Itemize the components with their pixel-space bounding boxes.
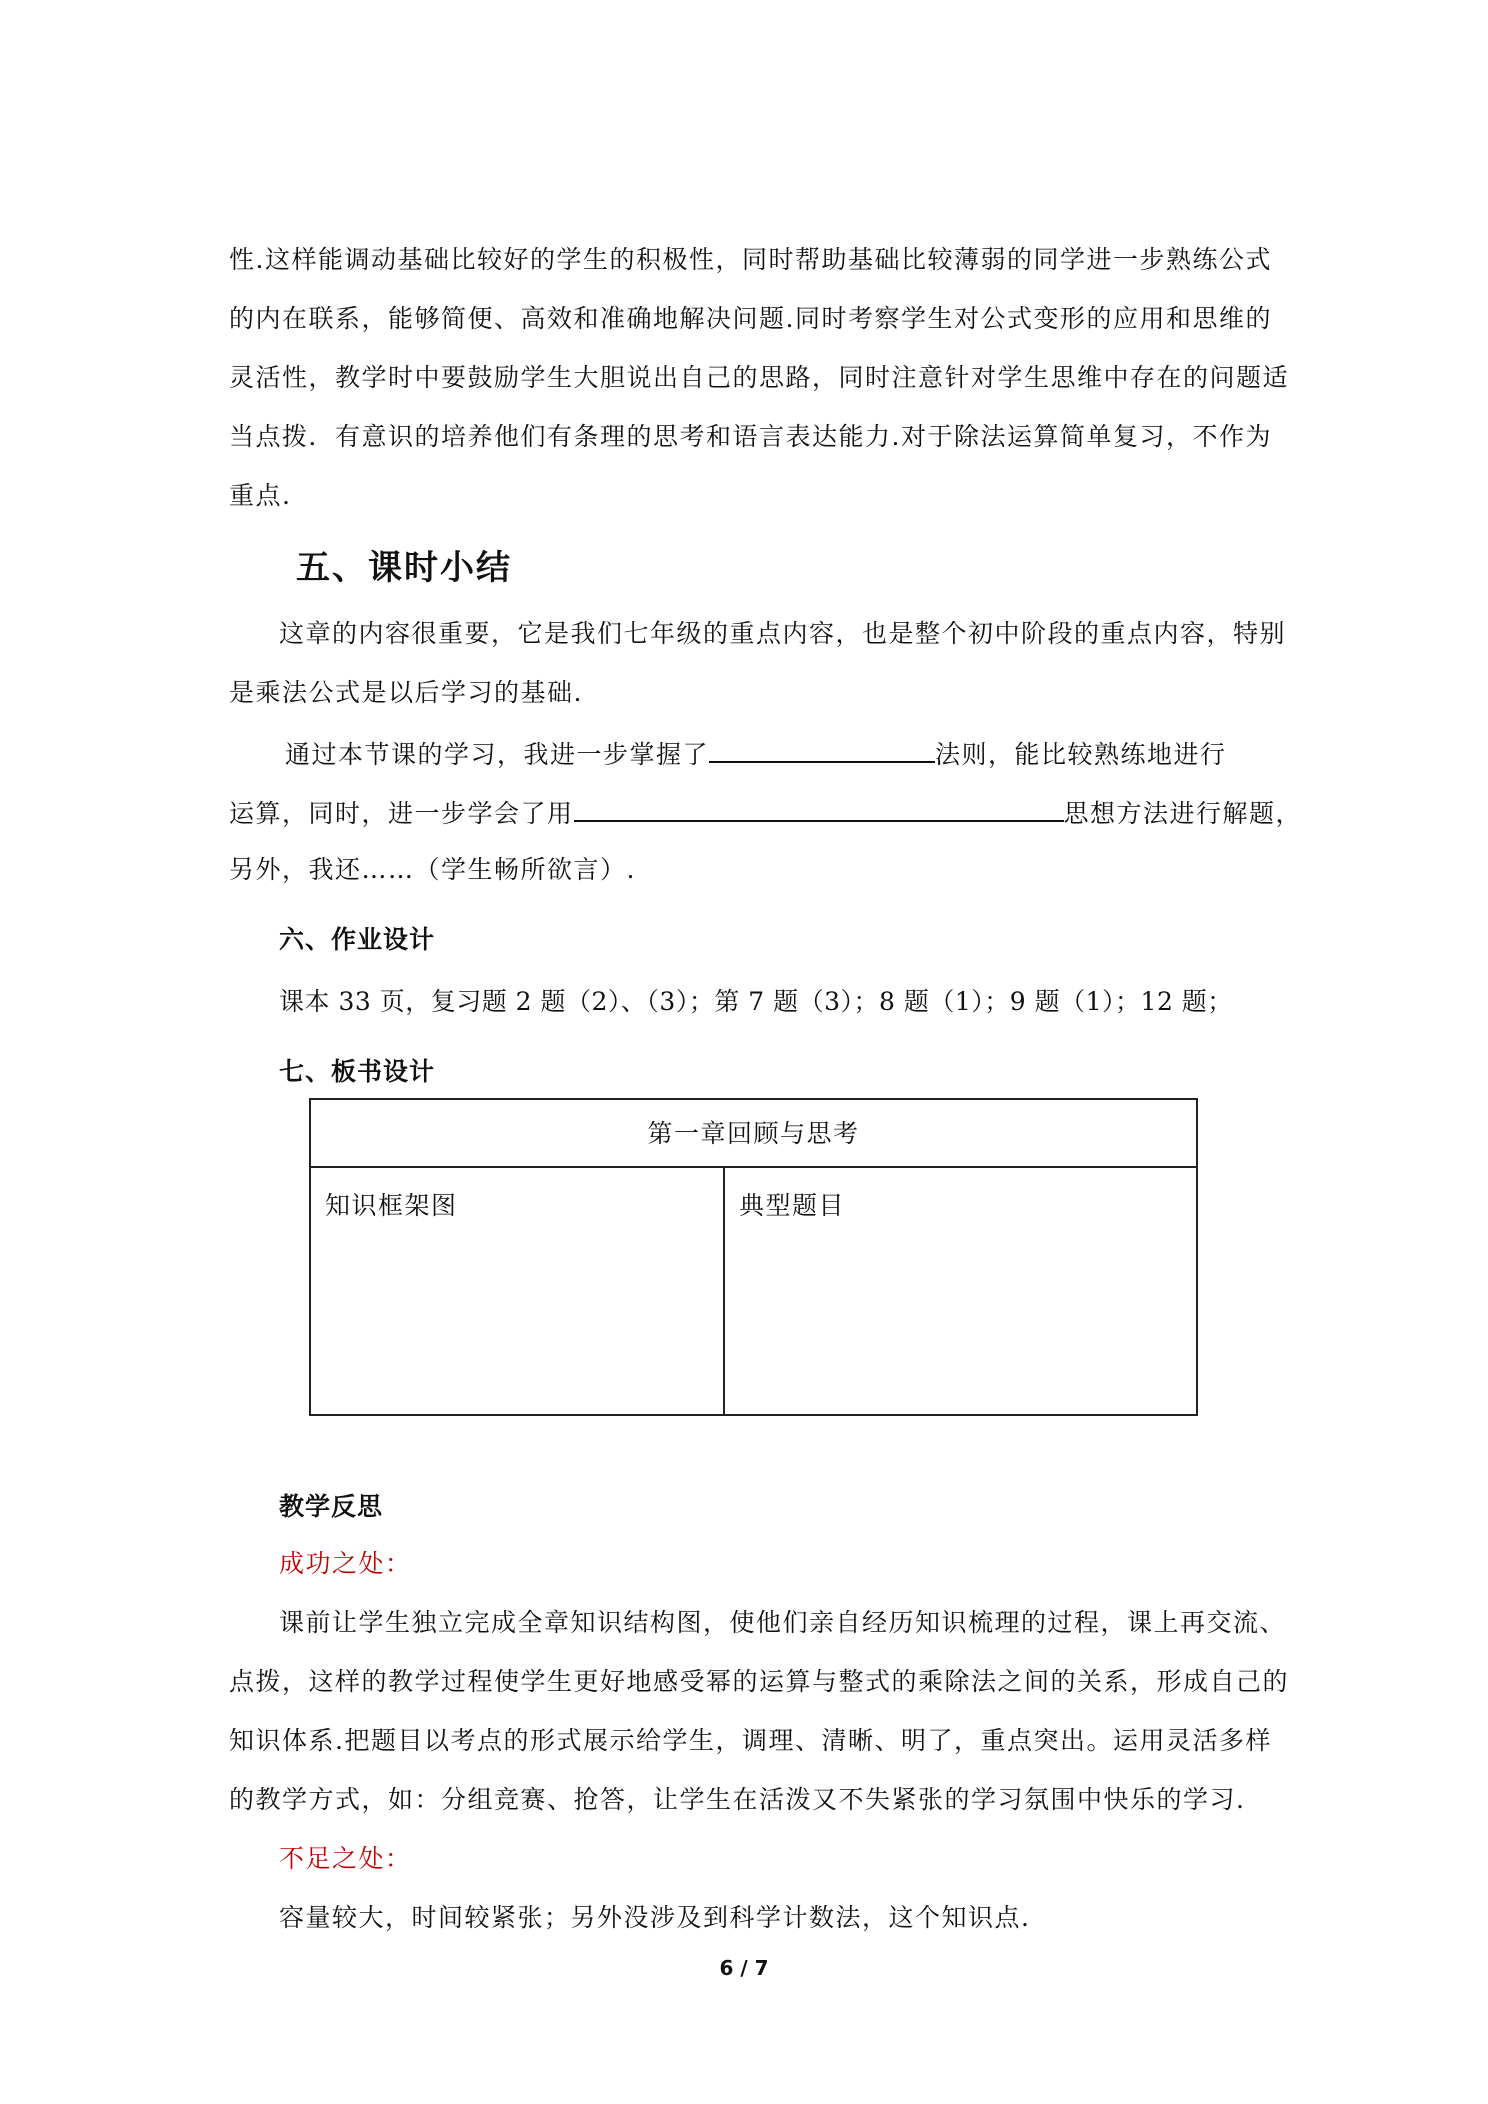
- fill-text-1: 通过本节课的学习，我进一步掌握了: [285, 740, 710, 769]
- section5-para1-line1: 这章的内容很重要，它是我们七年级的重点内容，也是整个初中阶段的重点内容，特别: [279, 619, 1287, 648]
- section5-para2-line3: 另外，我还……（学生畅所欲言）.: [229, 855, 636, 884]
- intro-line-1: 性.这样能调动基础比较好的学生的积极性，同时帮助基础比较薄弱的同学进一步熟练公式: [229, 245, 1272, 274]
- fill-text-2: 法则，能比较熟练地进行: [935, 740, 1227, 769]
- intro-line-3: 灵活性，教学时中要鼓励学生大胆说出自己的思路，同时注意针对学生思维中存在的问题适: [229, 363, 1290, 392]
- section7-heading: 七、板书设计: [279, 1057, 436, 1086]
- section6-heading: 六、作业设计: [279, 925, 436, 954]
- fill-blank-1: [709, 735, 935, 763]
- homework-text: 课本 33 页，复习题 2 题（2）、（3）；第 7 题（3）；8 题（1）；9 题（1）；12 题；: [279, 987, 1233, 1016]
- success-line-4: 的教学方式，如：分组竞赛、抢答，让学生在活泼又不失紧张的学习氛围中快乐的学习.: [229, 1785, 1246, 1814]
- typical-problems-label: 典型题目: [739, 1191, 846, 1220]
- board-design-table: [309, 1098, 1198, 1416]
- shortcoming-label: 不足之处：: [279, 1844, 412, 1873]
- knowledge-framework-label: 知识框架图: [325, 1191, 458, 1220]
- reflection-heading: 教学反思: [279, 1492, 384, 1521]
- page-number: 6 / 7: [719, 1956, 769, 1980]
- success-line-1: 课前让学生独立完成全章知识结构图，使他们亲自经历知识梳理的过程，课上再交流、: [279, 1608, 1287, 1637]
- fill-blank-2: [574, 794, 1064, 822]
- intro-line-5: 重点.: [229, 481, 292, 510]
- intro-line-2: 的内在联系，能够简便、高效和准确地解决问题.同时考察学生对公式变形的应用和思维的: [229, 304, 1272, 333]
- board-title: 第一章回顾与思考: [311, 1100, 1196, 1168]
- section5-heading: 五、课时小结: [296, 548, 512, 588]
- success-label: 成功之处：: [279, 1549, 412, 1578]
- section5-para2-line1: [285, 735, 1227, 772]
- fill-text-4: 思想方法进行解题，: [1063, 799, 1303, 828]
- section5-para2-line2: [229, 794, 1302, 831]
- success-line-2: 点拨，这样的教学过程使学生更好地感受幂的运算与整式的乘除法之间的关系，形成自己的: [229, 1667, 1290, 1696]
- board-left-cell: [311, 1168, 725, 1416]
- intro-line-4: 当点拨．有意识的培养他们有条理的思考和语言表达能力.对于除法运算简单复习，不作为: [229, 422, 1272, 451]
- success-line-3: 知识体系.把题目以考点的形式展示给学生，调理、清晰、明了，重点突出。运用灵活多样: [229, 1726, 1272, 1755]
- shortcoming-text: 容量较大，时间较紧张；另外没涉及到科学计数法，这个知识点.: [279, 1903, 1031, 1932]
- fill-text-3: 运算，同时，进一步学会了用: [229, 799, 574, 828]
- board-right-cell: [725, 1168, 1198, 1416]
- section5-para1-line2: 是乘法公式是以后学习的基础.: [229, 678, 583, 707]
